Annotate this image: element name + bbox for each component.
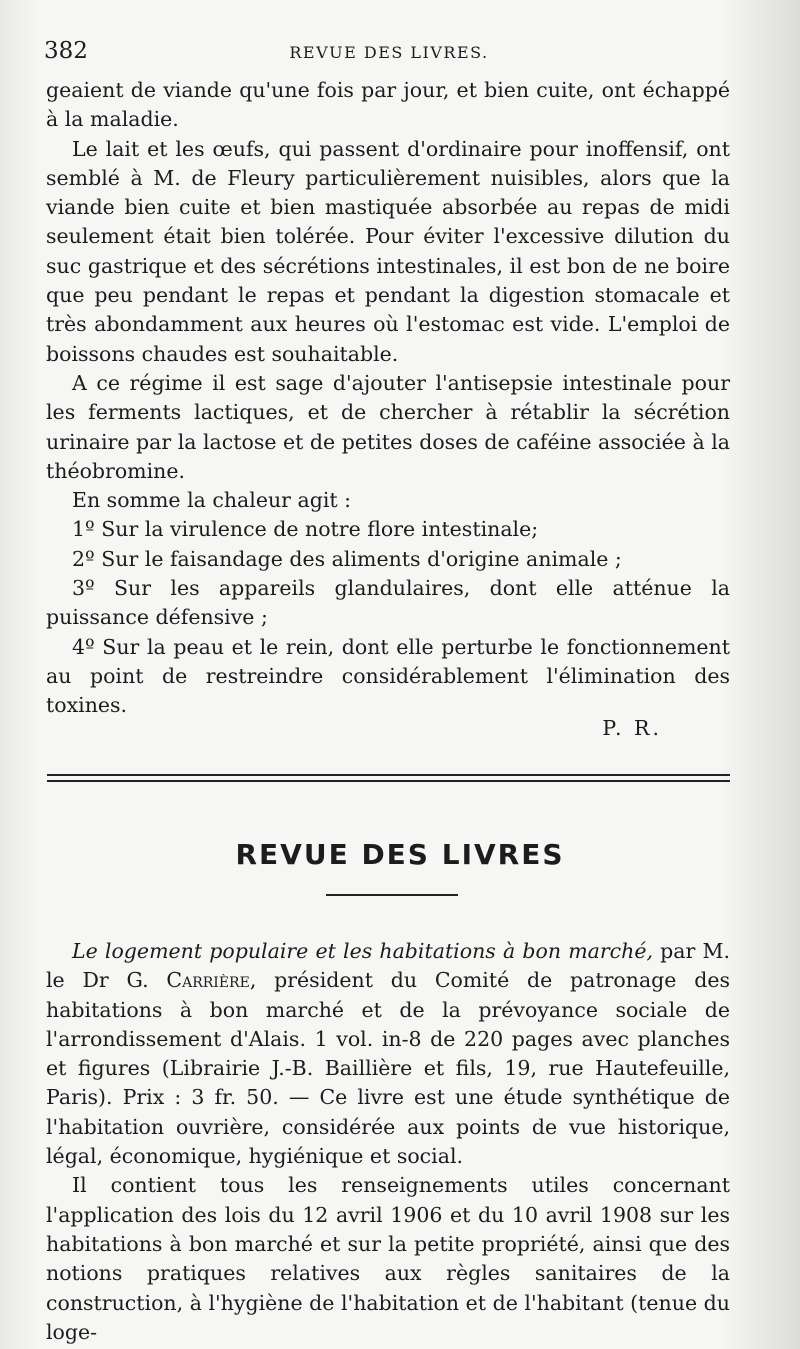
title-underline (326, 894, 458, 896)
review-paragraph: Il contient tous les renseignements utiles concernant l'application des lois du 12 avril 1906 et du 10 avril 1908 sur les habitations à bon marché et sur la petite propriété, ainsi que des notions pratiques relatives aux règles sanitaires de la construction, à l'hygiène de l'habitation et de l'habitant (tenue du loge- (46, 1173, 730, 1344)
article-continuation (46, 76, 730, 721)
author-name: G. Carrière, (108, 968, 257, 993)
article-paragraph: A ce régime il est sage d'ajouter l'antisepsie intestinale pour les ferments lactiques, et de chercher à rétablir la sécrétion urinaire par la lactose et de petites doses de caféine associée à la théobromine. (46, 370, 730, 483)
list-item: 4º Sur la peau et le rein, dont elle perturbe le fonctionnement au point de restreindre considérablement l'élimination des toxines. (46, 634, 730, 718)
running-title: REVUE DES LIVRES. (289, 43, 489, 62)
article-paragraph: En somme la chaleur agit : (72, 488, 352, 513)
article-paragraph: Le lait et les œufs, qui passent d'ordinaire pour inoffensif, ont semblé à M. de Fleury particulièrement nuisibles, alors que la viande bien cuite et bien mastiquée absorbée au repas de midi seulement était bien tolérée. Pour éviter l'excessive dilution du suc gastrique et des sécrétions intestinales, il est bon de ne boire que peu pendant le repas et pendant la digestion stomacale et très abondamment aux heures où l'estomac est vide. L'emploi de boissons chaudes est souhaitable. (46, 136, 730, 366)
article-paragraph: geaient de viande qu'une fois par jour, et bien cuite, ont échappé à la maladie. (46, 78, 730, 132)
review-paragraph (46, 937, 730, 1171)
article-signature: P. R. (602, 716, 662, 740)
list-item: 2º Sur le faisandage des aliments d'origine animale ; (72, 546, 622, 571)
book-title: Le logement populaire et les habitations à bon marché, (72, 939, 653, 963)
list-item: 3º Sur les appareils glandulaires, dont elle atténue la puissance défensive ; (46, 576, 730, 630)
double-divider (47, 774, 730, 782)
page-number: 382 (44, 38, 88, 64)
review-by: par M. le (46, 939, 730, 993)
running-head (44, 38, 734, 68)
author-title: Dr (82, 968, 109, 993)
section-title: REVUE DES LIVRES (235, 838, 565, 871)
review-intro: président du Comité de patronage des habitations à bon marché et de la prévoyance sociale de l'arrondissement d'Alais. 1 vol. in-8 de 220 pages avec planches et figures (Librairie J.-B. Baillière et fils, 19, rue Hautefeuille, Paris). Prix : 3 fr. 50. — Ce livre est une étude synthétique de l'habitation ouvrière, considérée aux points de vue historique, légal, économique, hygiénique et social. (46, 968, 730, 1169)
list-item: 1º Sur la virulence de notre flore intestinale; (72, 517, 539, 542)
book-review (46, 937, 730, 1347)
